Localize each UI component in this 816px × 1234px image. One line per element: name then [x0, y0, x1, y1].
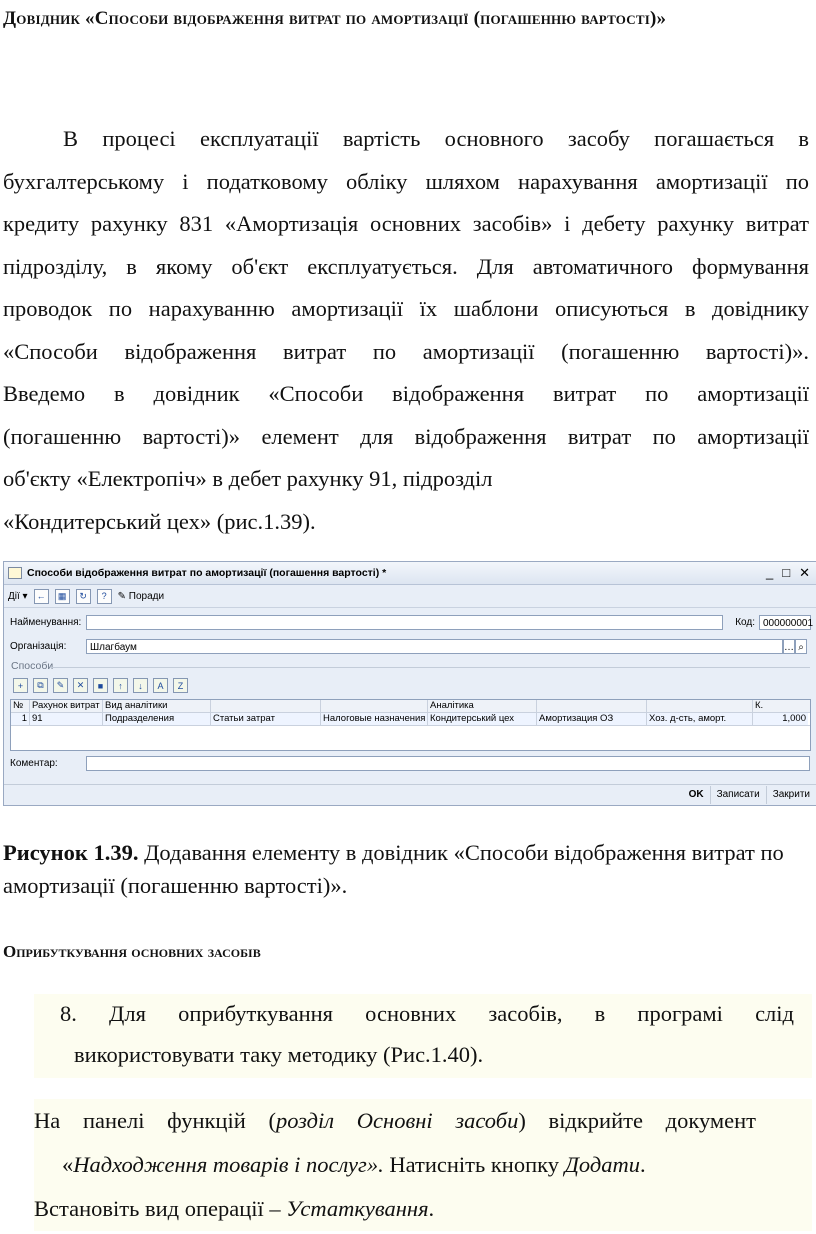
app-window-screenshot	[3, 561, 816, 806]
step-8-line: використовувати таку методику (Рис.1.40).	[74, 1042, 484, 1067]
comment-label: Коментар:	[10, 758, 58, 769]
paragraph-line: бухгалтерському і податковому обліку шляхом нарахування амортизації по	[3, 168, 809, 194]
window-titlebar	[4, 562, 816, 585]
column-header[interactable]	[321, 700, 428, 712]
subsection-heading: Оприбуткування основних засобів	[3, 942, 261, 961]
table-cell[interactable]: 1	[11, 713, 30, 725]
move-down-icon[interactable]: ↓	[133, 678, 148, 693]
select-button[interactable]: …	[783, 639, 795, 654]
org-label: Організація:	[10, 641, 67, 652]
search-icon[interactable]: ⌕	[795, 639, 807, 654]
paragraph-line: «Способи відображення витрат по амортизації (погашенню вартості)».	[3, 338, 809, 364]
add-row-icon[interactable]: +	[13, 678, 28, 693]
minimize-icon[interactable]: _	[766, 565, 774, 580]
table-cell[interactable]: Подразделения	[103, 713, 211, 725]
paragraph-line: проводок по нарахуванню амортизації їх шаблони описуються в довіднику	[3, 296, 809, 321]
window-toolbar	[4, 585, 816, 608]
column-header[interactable]: Рахунок витрат	[30, 700, 103, 712]
table-cell[interactable]: 91	[30, 713, 103, 725]
actions-menu[interactable]: Дії ▾	[8, 590, 28, 602]
body-paragraph	[3, 118, 809, 543]
table-cell[interactable]: Амортизация ОЗ	[537, 713, 647, 725]
figure-caption	[3, 836, 813, 902]
close-button[interactable]: Закрити	[766, 786, 816, 804]
step-8-box	[34, 994, 812, 1078]
section-heading: Довідник «Способи відображення витрат по амортизації (погашенню вартості)»	[3, 8, 667, 29]
name-label: Найменування:	[10, 617, 82, 628]
column-header[interactable]	[211, 700, 321, 712]
close-icon[interactable]: ✕	[799, 565, 810, 580]
table-cell[interactable]: Хоз. д-сть, аморт.	[647, 713, 753, 725]
paragraph-line: Введемо в довідник «Способи відображення витрат по амортизації	[3, 381, 809, 406]
caption-text: Додавання елементу в довідник «Способи відображення витрат по амортизації (погашенню вартості)».	[3, 840, 784, 898]
paragraph-line: підрозділу, в якому об'єкт експлуатується. Для автоматичного формування	[3, 253, 809, 279]
org-row	[10, 639, 807, 654]
column-header[interactable]	[537, 700, 647, 712]
paragraph-line: «Кондитерський цех» (рис.1.39).	[3, 508, 316, 534]
tips-button[interactable]: ✎ Поради	[117, 590, 165, 602]
instruction-line: Встановіть вид операції – Устаткування.	[34, 1196, 435, 1221]
table-cell[interactable]: 1,000	[753, 713, 808, 725]
structure-icon[interactable]: ▦	[55, 589, 70, 604]
grid-toolbar	[13, 678, 188, 693]
window-title: Способи відображення витрат по амортизації (погашення вартості) *	[27, 567, 387, 579]
table-cell[interactable]: Статьи затрат	[211, 713, 321, 725]
instruction-line: «Надходження товарів і послуг». Натисніть кнопку Додати.	[62, 1152, 646, 1177]
table-row[interactable]	[11, 713, 810, 726]
name-row	[10, 615, 814, 630]
column-header[interactable]: Вид аналітики	[103, 700, 211, 712]
column-header[interactable]: №	[11, 700, 30, 712]
paragraph-line: об'єкту «Електропіч» в дебет рахунку 91, підрозділ	[3, 466, 493, 491]
org-field[interactable]: Шлагбаум	[86, 639, 783, 654]
finish-edit-icon[interactable]: ■	[93, 678, 108, 693]
table-header	[11, 700, 810, 713]
name-field[interactable]	[86, 615, 723, 630]
divider	[50, 667, 810, 668]
caption-label: Рисунок 1.39.	[3, 840, 139, 865]
table-cell[interactable]: Кондитерський цех	[428, 713, 537, 725]
sort-asc-icon[interactable]: A	[153, 678, 168, 693]
refresh-icon[interactable]: ↻	[76, 589, 91, 604]
section-title: Способи	[11, 660, 54, 672]
column-header[interactable]: Аналітика	[428, 700, 537, 712]
maximize-icon[interactable]: □	[782, 565, 791, 580]
move-up-icon[interactable]: ↑	[113, 678, 128, 693]
step-8-line: 8. Для оприбуткування основних засобів, в програмі слід	[60, 1001, 794, 1026]
comment-field[interactable]	[86, 756, 810, 771]
paragraph-line: кредиту рахунку 831 «Амортизація основних засобів» і дебету рахунку витрат	[3, 211, 809, 236]
window-buttons	[4, 784, 816, 805]
back-icon[interactable]: ←	[34, 589, 49, 604]
column-header[interactable]: К.	[755, 700, 764, 711]
copy-row-icon[interactable]: ⧉	[33, 678, 48, 693]
instruction-block	[34, 1099, 812, 1231]
sort-desc-icon[interactable]: Z	[173, 678, 188, 693]
table-cell[interactable]: Налоговые назначения	[321, 713, 428, 725]
ok-button[interactable]: OK	[688, 789, 704, 800]
code-label: Код:	[735, 617, 755, 628]
save-button[interactable]: Записати	[710, 786, 766, 804]
column-header[interactable]	[647, 700, 753, 712]
paragraph-line: (погашенню вартості)» елемент для відображення витрат по амортизації	[3, 423, 809, 449]
paragraph-line: В процесі експлуатації вартість основного засобу погашається в	[63, 126, 809, 151]
code-field[interactable]: 000000001	[759, 615, 811, 630]
instruction-line: На панелі функцій (розділ Основні засоби) відкрийте документ	[34, 1108, 757, 1133]
edit-row-icon[interactable]: ✎	[53, 678, 68, 693]
help-icon[interactable]: ?	[97, 589, 112, 604]
delete-row-icon[interactable]: ✕	[73, 678, 88, 693]
comment-row	[10, 756, 810, 771]
window-icon	[8, 567, 22, 579]
methods-table	[10, 699, 811, 751]
